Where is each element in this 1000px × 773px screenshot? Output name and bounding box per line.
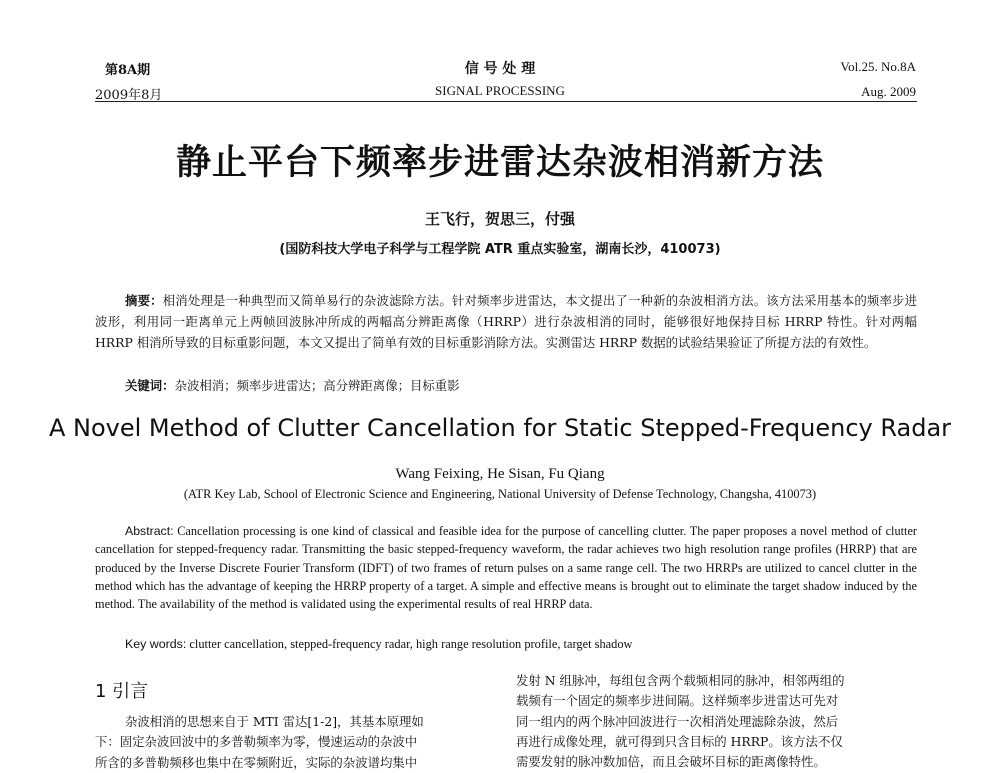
abstract-en: [95, 522, 917, 613]
right-line-5: 需要发射的脉冲数加倍，而且会破坏目标的距离像特性。: [516, 754, 826, 770]
keywords-cn-label: 关键词：: [125, 378, 175, 393]
right-line-1: 发射 N 组脉冲，每组包含两个载频相同的脉冲，相邻两组的: [516, 673, 845, 688]
left-line-3: 所含的多普勒频移也集中在零频附近，实际的杂波谱均集中: [95, 754, 418, 770]
keywords-cn-text: 杂波相消；频率步进雷达；高分辨距离像；目标重影: [174, 378, 460, 393]
journal-name-en: SIGNAL PROCESSING: [435, 83, 565, 98]
abstract-cn: [95, 290, 917, 353]
keywords-en-text: clutter cancellation, stepped-frequency radar, high range resolution profile, target shadow: [186, 637, 633, 651]
paper-title-cn: 静止平台下频率步进雷达杂波相消新方法: [175, 143, 824, 183]
right-line-4: 再进行成像处理，就可得到只含目标的 HRRP。该方法不仅: [516, 733, 843, 749]
right-column: [516, 671, 918, 772]
affiliation-en: (ATR Key Lab, School of Electronic Science and Engineering, National University of Defense Technology, Changsha, 410073): [183, 487, 817, 501]
abstract-en-text: Cancellation processing is one kind of classical and feasible idea for the purpose of cancelling clutter. The paper proposes a novel method of clutter cancellation for stepped-frequency radar. Transmitting the basic stepped-frequency waveform, the radar achieves two high resolution range profiles (HRRP) that are produced by the Inverse Discrete Fourier Transform (IDFT) of two frames of return pulses on a same range cell. The two HRRPs are utilized to cancel clutter in the method which has the advantage of keeping the HRRP property of a target. A simple and effective means is brought out to eliminate the target shadow induced by the method. The availability of the method is validated using the experimental results of real HRRP data.: [95, 524, 917, 612]
authors-en: Wang Feixing, He Sisan, Fu Qiang: [395, 466, 605, 482]
keywords-en-label: Key words:: [125, 637, 187, 651]
volume-info: Vol.25. No.8A: [840, 59, 916, 74]
journal-name: 信 号 处 理: [464, 61, 536, 77]
affiliation-cn: (国防科技大学电子科学与工程学院 ATR 重点实验室，湖南长沙，410073): [279, 242, 721, 257]
abstract-cn-label: 摘要：: [125, 293, 163, 308]
left-column: [95, 712, 489, 773]
issue-date: 2009年8月: [95, 88, 163, 103]
section-heading: 1 引言: [95, 681, 149, 702]
left-line-2: 下：固定杂波回波中的多普勒频率为零，慢速运动的杂波中: [95, 734, 418, 750]
paper-title-en: A Novel Method of Clutter Cancellation for Static Stepped-Frequency Radar: [48, 414, 952, 442]
right-line-3: 同一组内的两个脉冲回波进行一次相消处理滤除杂波，然后: [516, 713, 839, 729]
issue-number: 第8A期: [105, 63, 151, 78]
issue-date-en: Aug. 2009: [861, 84, 916, 99]
right-line-2: 载频有一个固定的频率步进间隔。这样频率步进雷达可先对: [516, 693, 839, 709]
authors-cn: 王飞行，贺思三，付强: [424, 210, 575, 228]
keywords-en: [125, 637, 633, 652]
left-line-1: 杂波相消的思想来自于 MTI 雷达[1-2]，其基本原理如: [125, 714, 424, 729]
keywords-cn: [125, 376, 460, 394]
abstract-en-label: Abstract:: [125, 524, 174, 538]
header-rule: [95, 101, 917, 102]
abstract-cn-text: 相消处理是一种典型而又简单易行的杂波滤除方法。针对频率步进雷达，本文提出了一种新的杂波相消方法。该方法采用基本的频率步进波形，利用同一距离单元上两帧回波脉冲所成的两幅高分辨距离像（HRRP）进行杂波相消的同时，能够很好地保持目标 HRRP 特性。针对两幅 HRRP 相消所导致的目标重影问题，本文又提出了简单有效的目标重影消除方法。实测雷达 HRRP 数据的试验结果验证了所提方法的有效性。: [95, 293, 918, 350]
